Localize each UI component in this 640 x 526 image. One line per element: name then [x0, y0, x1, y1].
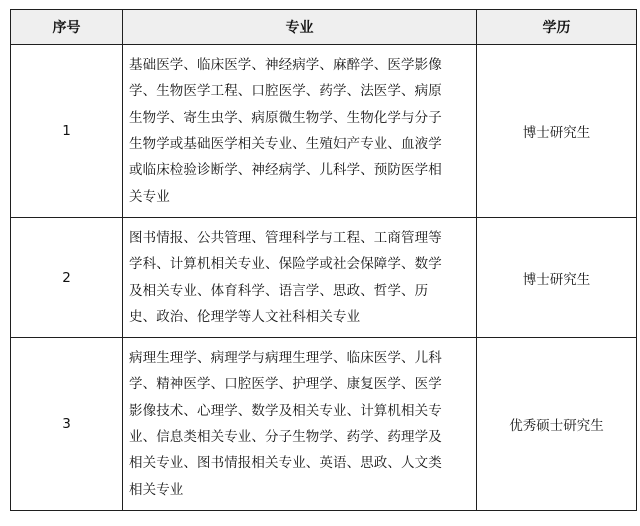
- header-degree: 学历: [477, 10, 637, 45]
- major-line: 史、政治、伦理学等人文社科相关专业: [129, 308, 361, 325]
- major-line: 及相关专业、体育科学、语言学、思政、哲学、历: [129, 282, 429, 299]
- row-index: 3: [11, 338, 123, 511]
- row-index: 2: [11, 218, 123, 338]
- row-degree: 博士研究生: [477, 218, 637, 338]
- major-line: 生物学或基础医学相关专业、生殖妇产专业、血液学: [129, 136, 442, 152]
- major-line: 关专业: [129, 188, 170, 205]
- major-line: 生物学、寄生虫学、病原微生物学、生物化学与分子: [129, 109, 442, 126]
- row-degree: 博士研究生: [477, 45, 637, 218]
- table-row: [11, 338, 637, 511]
- major-line: 业、信息类相关专业、分子生物学、药学、药理学及: [129, 429, 442, 445]
- row-majors: [123, 218, 477, 338]
- major-line: 学科、计算机相关专业、保险学或社会保障学、数学: [129, 256, 442, 273]
- major-line: 基础医学、临床医学、神经病学、麻醉学、医学影像: [129, 57, 442, 74]
- major-line: 或临床检验诊断学、神经病学、儿科学、预防医学相: [129, 162, 442, 179]
- table-row: [11, 218, 637, 338]
- row-majors: [123, 338, 477, 511]
- row-index: 1: [11, 45, 123, 218]
- major-line: 相关专业: [129, 481, 184, 498]
- table-row: [11, 45, 637, 218]
- recruitment-table: [10, 9, 637, 511]
- major-line: 学、精神医学、口腔医学、护理学、康复医学、医学: [129, 376, 442, 393]
- major-line: 学、生物医学工程、口腔医学、药学、法医学、病原: [129, 83, 442, 100]
- major-line: 相关专业、图书情报相关专业、英语、思政、人文类: [129, 455, 442, 472]
- header-major: 专业: [123, 10, 477, 45]
- row-degree: 优秀硕士研究生: [477, 338, 637, 511]
- row-majors: [123, 45, 477, 218]
- header-index: 序号: [11, 10, 123, 45]
- major-line: 图书情报、公共管理、管理科学与工程、工商管理等: [129, 229, 442, 246]
- header-row: [11, 10, 637, 45]
- major-line: 病理生理学、病理学与病理生理学、临床医学、儿科: [129, 350, 442, 367]
- major-line: 影像技术、心理学、数学及相关专业、计算机相关专: [129, 402, 442, 419]
- table-container: [10, 9, 637, 511]
